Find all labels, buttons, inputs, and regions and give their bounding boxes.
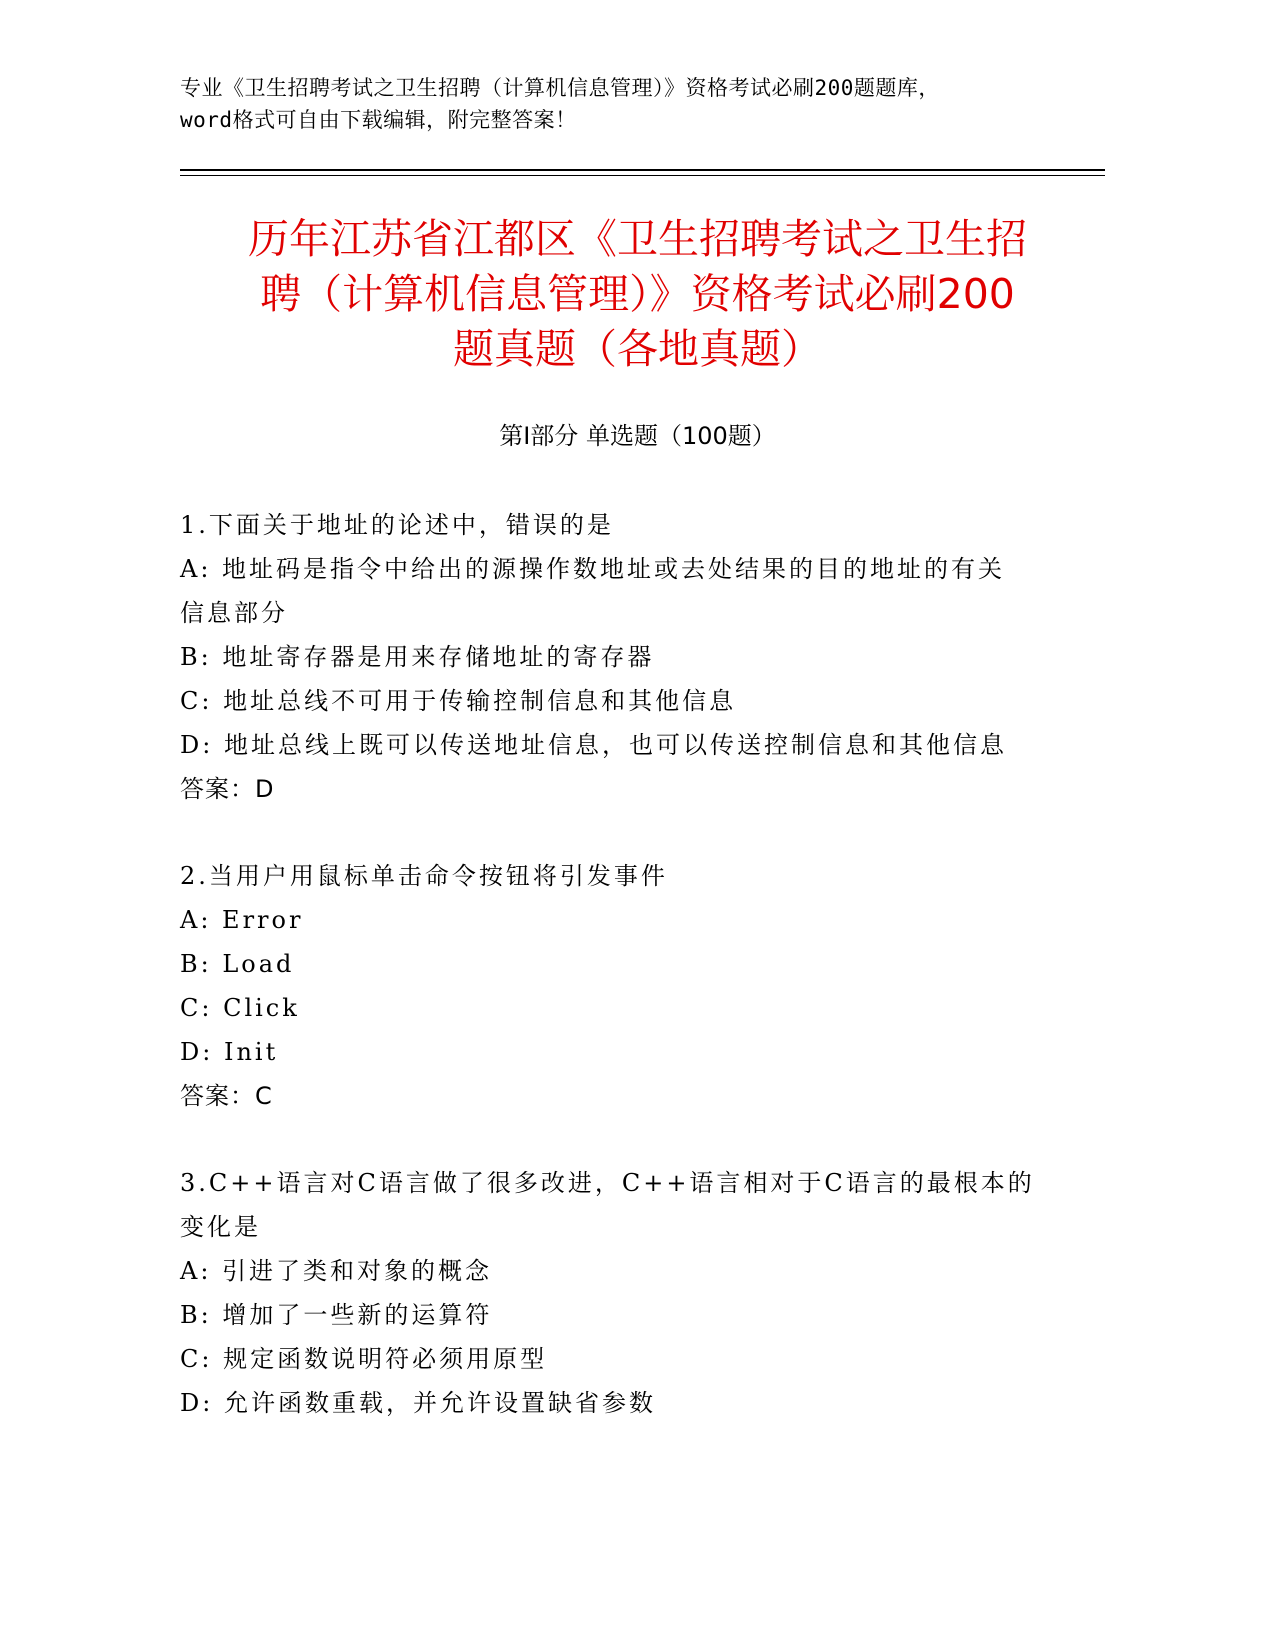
option-a: A: Error — [180, 906, 304, 934]
option-a: A: 地址码是指令中给出的源操作数地址或去处结果的目的地址的有关 — [180, 555, 1006, 583]
question-spacer — [180, 1118, 1040, 1161]
option-b: B: Load — [180, 950, 295, 978]
option-b: B: 地址寄存器是用来存储地址的寄存器 — [180, 643, 655, 671]
header-rule-thick — [180, 169, 1105, 171]
option-d: D: Init — [180, 1038, 279, 1066]
header-note — [180, 72, 1100, 136]
option-d: D: 允许函数重载，并允许设置缺省参数 — [180, 1389, 656, 1417]
header-note-line-1: 专业《卫生招聘考试之卫生招聘（计算机信息管理）》资格考试必刷200题题库， — [180, 76, 940, 100]
section-title: 第Ⅰ部分 单选题（100题） — [499, 422, 776, 450]
document-title-line-2: 聘（计算机信息管理）》资格考试必刷200 — [260, 270, 1015, 318]
document-title-line-1: 历年江苏省江都区《卫生招聘考试之卫生招 — [248, 215, 1027, 263]
answer: 答案：C — [180, 1082, 273, 1110]
question-2 — [180, 854, 1040, 1118]
option-b: B: 增加了一些新的运算符 — [180, 1301, 493, 1329]
question-3 — [180, 1161, 1040, 1425]
question-stem-continued: 变化是 — [180, 1213, 261, 1241]
option-a: A: 引进了类和对象的概念 — [180, 1257, 493, 1285]
option-c: C: Click — [180, 994, 300, 1022]
header-note-line-2: word格式可自由下载编辑，附完整答案！ — [180, 108, 577, 132]
document-title-line-3: 题真题（各地真题） — [453, 325, 822, 373]
question-stem: 2.当用户用鼠标单击命令按钮将引发事件 — [180, 862, 668, 890]
question-1 — [180, 503, 1040, 811]
question-spacer — [180, 811, 1040, 854]
answer: 答案：D — [180, 775, 275, 803]
question-stem: 1.下面关于地址的论述中，错误的是 — [180, 511, 614, 539]
option-a-continued: 信息部分 — [180, 599, 288, 627]
option-c: C: 规定函数说明符必须用原型 — [180, 1345, 548, 1373]
header-rule-thin — [180, 175, 1105, 176]
question-stem: 3.C++语言对C语言做了很多改进，C++语言相对于C语言的最根本的 — [180, 1169, 1035, 1197]
question-list — [180, 503, 1040, 1425]
option-c: C: 地址总线不可用于传输控制信息和其他信息 — [180, 687, 737, 715]
document-title — [150, 212, 1125, 377]
option-d: D: 地址总线上既可以传送地址信息，也可以传送控制信息和其他信息 — [180, 731, 1007, 759]
